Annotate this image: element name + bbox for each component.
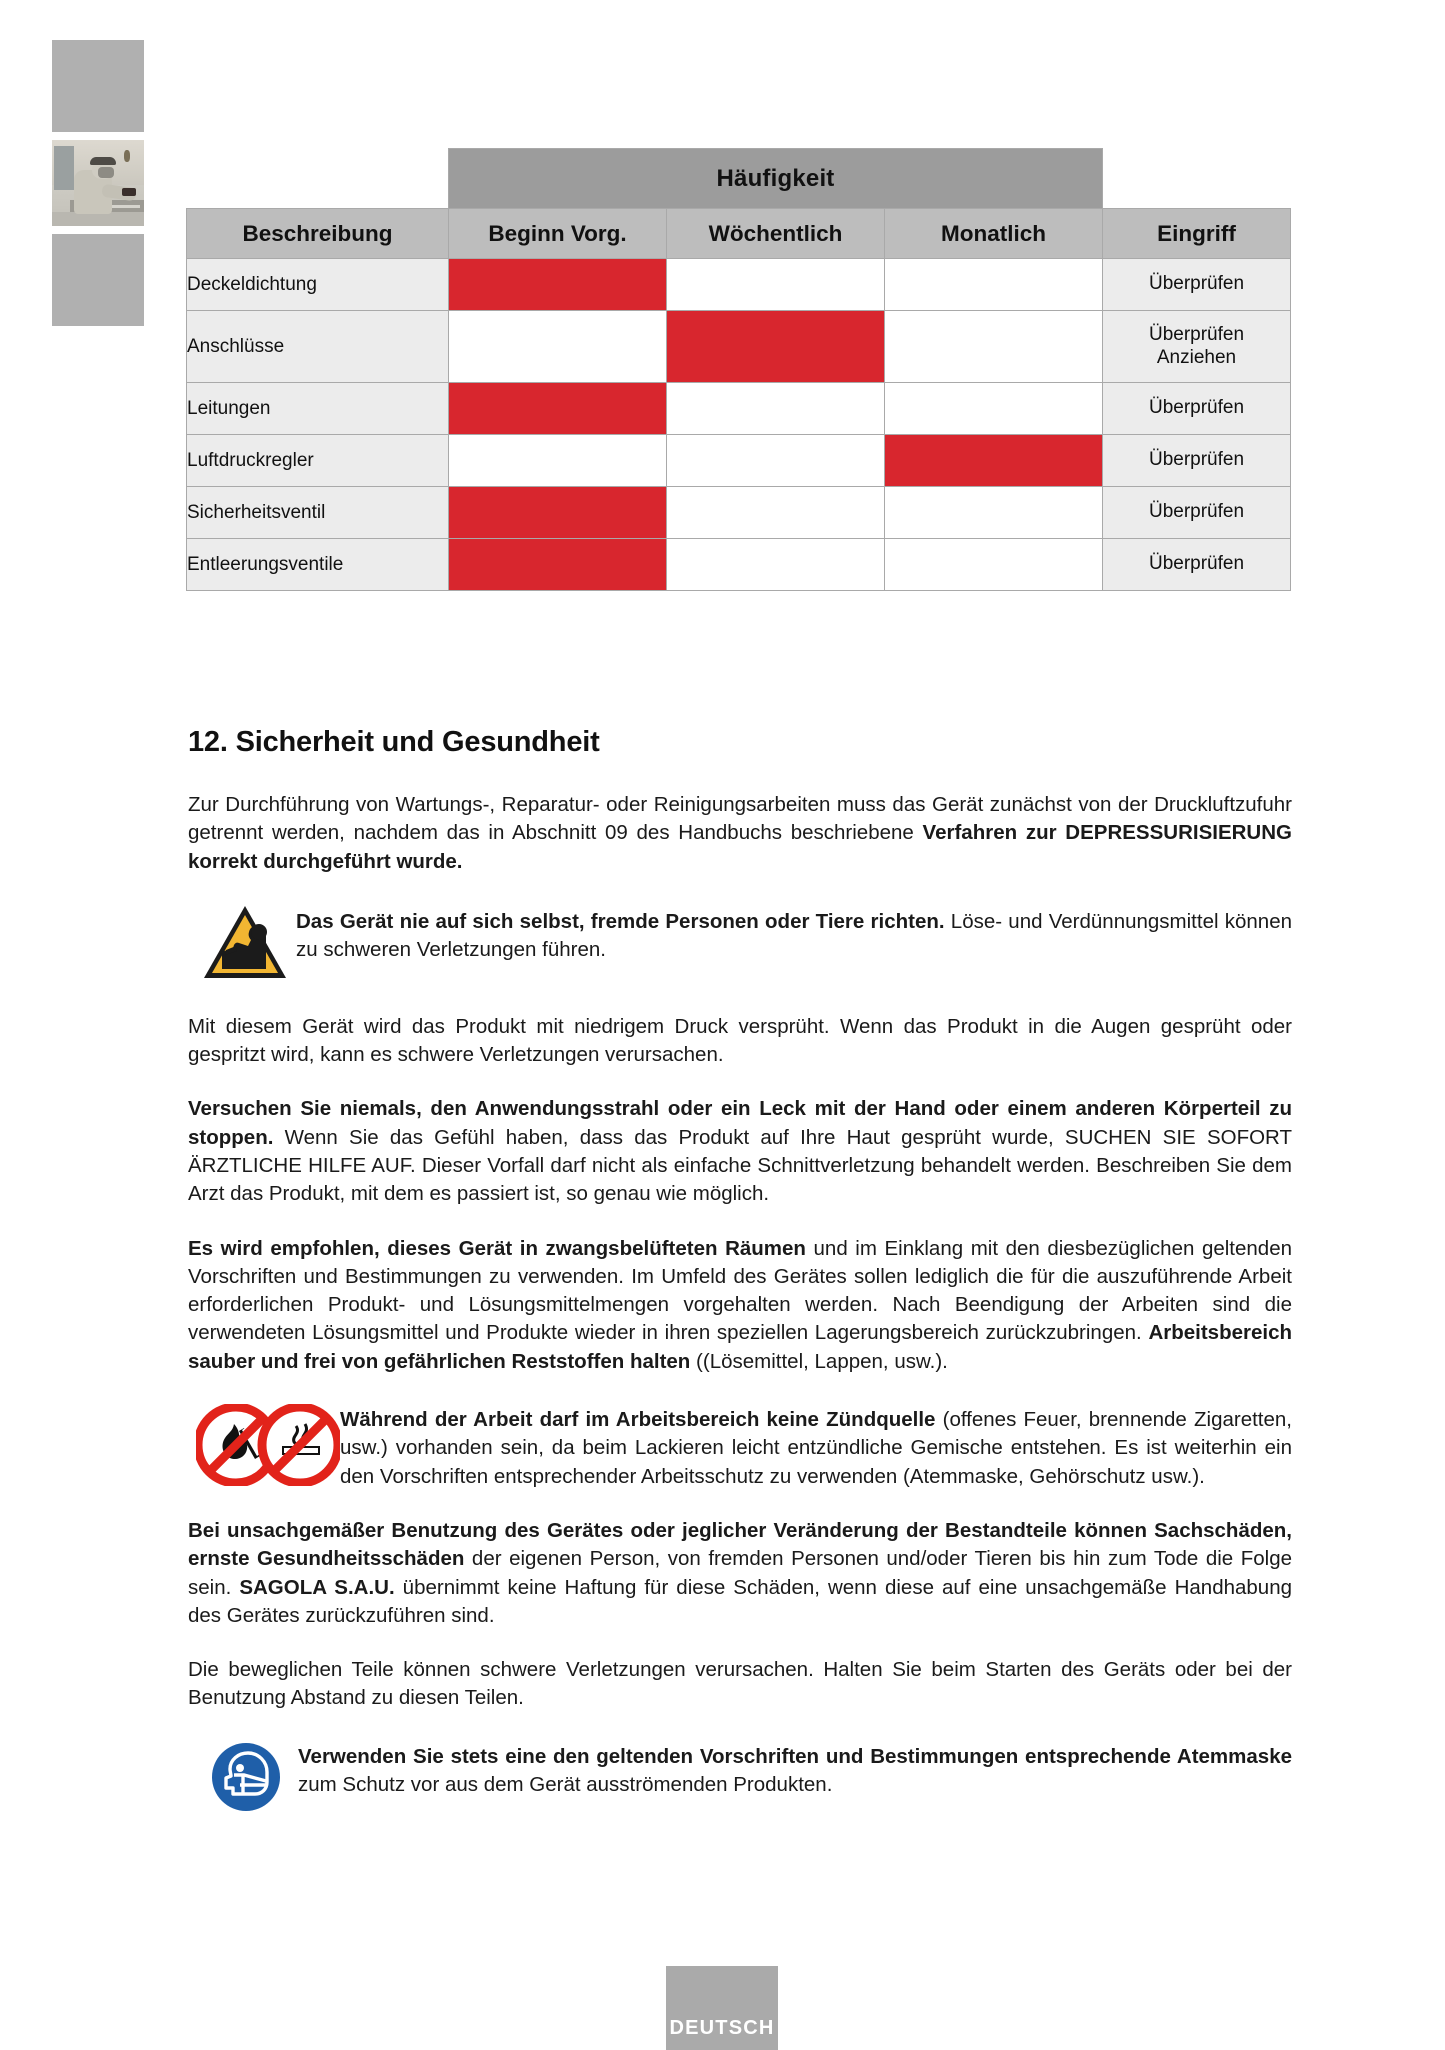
table-row [187,311,1291,383]
table-cell-woechentlich [667,383,885,435]
group-header-frequency: Häufigkeit [449,149,1103,209]
warning-block-no-ignition-source [188,1402,1292,1491]
para5-end: übernimmt keine Haftung für diese Schäden, wenn diese auf eine unsachgemäße Handhabung des Gerätes zurückzuführen sind. [188,1575,1293,1627]
table-cell-monatlich [885,539,1103,591]
table-cell-description: Luftdruckregler [187,435,449,487]
table-cell-woechentlich [667,539,885,591]
para1-text: Zur Durchführung von Wartungs-, Reparatur- oder Reinigungsarbeiten muss das Gerät zunächst von der Druckluftzufuhr getrennt werden, nachdem das in Abschnitt 09 des Handbuchs beschriebene [188,793,1292,845]
table-cell-woechentlich [667,259,885,311]
table-cell-monatlich [885,311,1103,383]
column-header-beginn-vorg: Beginn Vorg. [449,209,667,259]
table-cell-woechentlich [667,435,885,487]
left-decorative-rail [52,40,144,334]
table-cell-beginn-vorg [449,383,667,435]
maintenance-table-body [187,259,1291,591]
table-cell-monatlich [885,487,1103,539]
column-header-woechentlich: Wöchentlich [667,209,885,259]
worker-with-respirator-photo [52,140,144,226]
para4-mid: und im Einklang mit den diesbezüglichen geltenden Vorschriften und Bestimmungen zu verwenden. Im Umfeld des Gerätes sollen lediglich die für die auszuführende Arbeit erforderlichen Produkt- und Lösungsmittelmengen vorgehalten werden. Nach Beendigung der Arbeiten sind die verwendeten Lösungsmittel und Produkte wieder in ihren speziellen Lagerungsbereich zurückzubringen. [188,1236,1292,1345]
footer-language-label: DEUTSCH [669,2017,775,2039]
para4-bold1: Es wird empfohlen, dieses Gerät in zwangsbelüfteten Räumen [188,1236,806,1260]
section-content [188,726,1292,1844]
paragraph-depressurisierung [188,791,1292,876]
prohibition-icons-group [188,1402,340,1491]
table-row [187,259,1291,311]
group-header-spacer-right [1103,149,1291,209]
warning3-bold: Verwenden Sie stets eine den geltenden Vorschriften und Bestimmungen entsprechende Atemmaske [298,1744,1292,1768]
table-cell-beginn-vorg [449,435,667,487]
para5-bold2: SAGOLA S.A.U. [239,1575,395,1599]
table-row [187,539,1291,591]
language-footer-tab [666,1966,778,2050]
warning3-rest: zum Schutz vor aus dem Gerät ausströmenden Produkten. [298,1772,833,1796]
para4-bold2: Arbeitsbereich sauber und frei von gefährlichen Reststoffen halten [188,1321,1292,1373]
maintenance-schedule-table-wrapper [186,148,1290,591]
warning-text-no-ignition-source [340,1402,1292,1491]
table-cell-beginn-vorg [449,539,667,591]
table-cell-description: Entleerungsventile [187,539,449,591]
warning-block-do-not-point [188,902,1292,987]
table-cell-monatlich [885,435,1103,487]
paragraph-never-stop-stream [188,1095,1292,1208]
column-header-description: Beschreibung [187,209,449,259]
paragraph-ventilated-rooms [188,1235,1292,1376]
table-cell-eingriff: Überprüfen [1103,487,1291,539]
warning-text-use-respirator [298,1739,1292,1800]
table-cell-monatlich [885,383,1103,435]
table-cell-description: Deckeldichtung [187,259,449,311]
gray-placeholder-bottom-block [52,234,144,326]
para3-rest: Wenn Sie das Gefühl haben, dass das Produkt auf Ihre Haut gesprüht wurde, SUCHEN SIE SOFORT ÄRZTLICHE HILFE AUF. Dieser Vorfall darf nicht als einfache Schnittverletzung behandelt werden. Beschreiben Sie dem Arzt das Produkt, mit dem es passiert ist, so genau wie möglich. [188,1125,1292,1206]
paragraph-low-pressure-spray: Mit diesem Gerät wird das Produkt mit niedrigem Druck versprüht. Wenn das Produkt in die Augen gesprüht oder gespritzt wird, kann es schwere Verletzungen verursachen. [188,1014,1292,1067]
table-cell-description: Sicherheitsventil [187,487,449,539]
table-cell-eingriff: Überprüfen [1103,259,1291,311]
warning2-rest: (offenes Feuer, brennende Zigaretten, usw.) vorhanden sein, da beim Lackieren leicht entzündliche Gemische entstehen. Es ist weiterhin ein den Vorschriften entsprechender Arbeitsschutz zu verwenden (Atemmaske, Gehörschutz usw.). [340,1407,1292,1488]
page-title: 12. Sicherheit und Gesundheit [188,726,600,758]
paragraph-moving-parts: Die beweglichen Teile können schwere Verletzungen verursachen. Halten Sie beim Starten des Geräts oder bei der Benutzung Abstand zu diesen Teilen. [188,1658,1292,1710]
table-cell-beginn-vorg [449,259,667,311]
group-header-spacer-left [187,149,449,209]
table-cell-beginn-vorg [449,311,667,383]
para1-bold: Verfahren zur DEPRESSURISIERUNG korrekt durchgeführt wurde. [188,821,1292,873]
paragraph-improper-use-liability [188,1517,1292,1630]
table-cell-woechentlich [667,311,885,383]
table-row [187,487,1291,539]
warning1-rest: Löse- und Verdünnungsmittel können zu schweren Verletzungen führen. [296,909,1293,962]
table-cell-eingriff: Überprüfen Anziehen [1103,311,1291,383]
column-header-eingriff: Eingriff [1103,209,1291,259]
para5-mid: der eigenen Person, von fremden Personen und/oder Tieren bis hin zum Tode die Folge sein. [188,1547,1293,1599]
table-cell-eingriff: Überprüfen [1103,383,1291,435]
respirator-mask-icon [188,1739,298,1818]
table-cell-eingriff: Überprüfen [1103,435,1291,487]
warning-triangle-icon [188,902,296,987]
table-cell-description: Leitungen [187,383,449,435]
warning2-bold: Während der Arbeit darf im Arbeitsbereich keine Zündquelle [340,1407,936,1431]
table-cell-description: Anschlüsse [187,311,449,383]
maintenance-schedule-table [186,148,1291,591]
table-row [187,383,1291,435]
para5-bold1: Bei unsachgemäßer Benutzung des Gerätes oder jeglicher Veränderung der Bestandteile können Sachschäden, ernste Gesundheitsschäden [188,1518,1292,1571]
table-cell-monatlich [885,259,1103,311]
para4-end: ((Lösemittel, Lappen, usw.). [690,1349,948,1373]
para3-bold: Versuchen Sie niemals, den Anwendungsstrahl oder ein Leck mit der Hand oder einem anderen Körperteil zu stoppen. [188,1097,1292,1149]
table-row [187,435,1291,487]
table-cell-woechentlich [667,487,885,539]
gray-placeholder-top-block [52,40,144,132]
warning1-bold: Das Gerät nie auf sich selbst, fremde Personen oder Tiere richten. [296,909,945,933]
table-column-header-row [187,209,1291,259]
table-group-header-row [187,149,1291,209]
column-header-monatlich: Monatlich [885,209,1103,259]
table-cell-eingriff: Überprüfen [1103,539,1291,591]
warning-block-use-respirator [188,1739,1292,1818]
table-cell-beginn-vorg [449,487,667,539]
warning-text-do-not-point [296,902,1292,965]
